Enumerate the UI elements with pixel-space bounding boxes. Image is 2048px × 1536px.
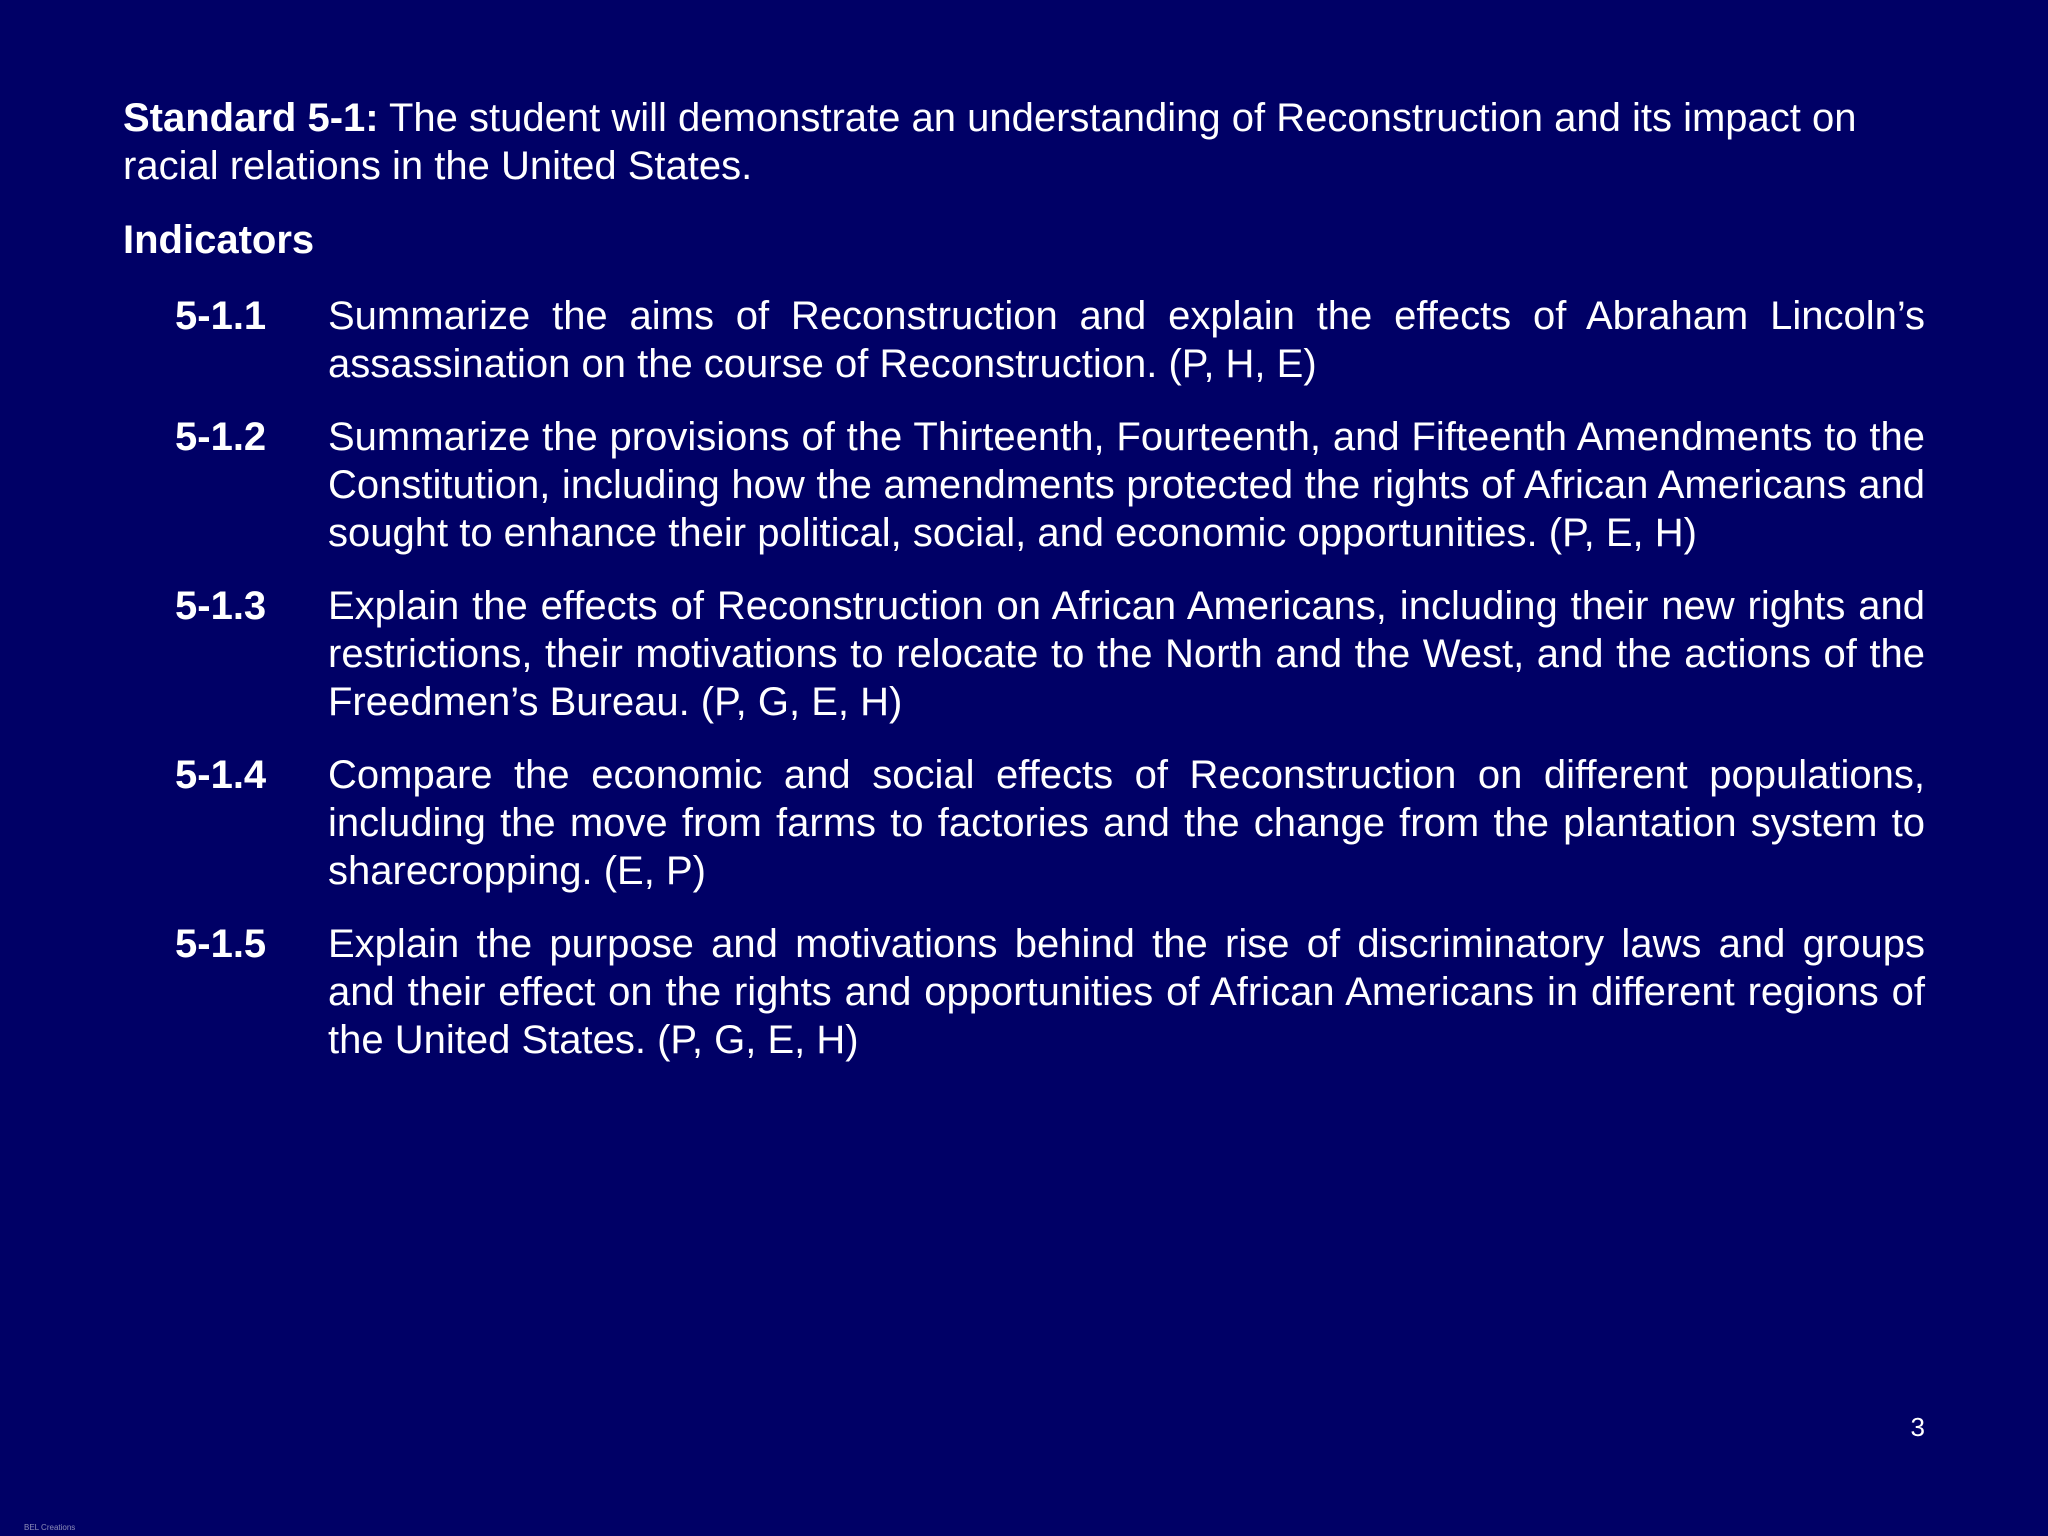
indicator-item [175,751,1925,895]
indicator-code: 5-1.5 [175,922,267,966]
indicator-code: 5-1.4 [175,753,267,797]
indicator-code: 5-1.2 [175,415,267,459]
indicator-item [175,292,1925,388]
standard-label: Standard 5-1: [123,96,379,140]
indicator-item [175,920,1925,1064]
indicators-heading: Indicators [123,218,315,262]
indicator-code: 5-1.3 [175,584,267,628]
indicator-list [175,292,1925,1089]
watermark: BEL Creations [24,1523,76,1532]
page-number: 3 [1910,1412,1925,1442]
indicator-text: Summarize the aims of Reconstruction and explain the effects of Abraham Lincoln’s assassination on the course of Reconstruction. (P, H, E) [328,294,1925,386]
indicator-item [175,413,1925,557]
standard-statement [123,94,1923,190]
indicator-code: 5-1.1 [175,294,267,338]
indicator-text: Summarize the provisions of the Thirteenth, Fourteenth, and Fifteenth Amendments to the Constitution, including how the amendments protected the rights of African Americans and sought to enhance their political, social, and economic opportunities. (P, E, H) [328,415,1925,555]
standard-text: The student will demonstrate an understanding of Reconstruction and its impact on racial relations in the United States. [123,96,1857,188]
indicator-text: Compare the economic and social effects of Reconstruction on different populations, including the move from farms to factories and the change from the plantation system to sharecropping. (E, P) [328,753,1925,893]
indicator-text: Explain the purpose and motivations behind the rise of discriminatory laws and groups and their effect on the rights and opportunities of African Americans in different regions of the United States. (P, G, E, H) [328,922,1925,1062]
indicator-item [175,582,1925,726]
indicator-text: Explain the effects of Reconstruction on African Americans, including their new rights and restrictions, their motivations to relocate to the North and the West, and the actions of the Freedmen’s Bureau. (P, G, E, H) [328,584,1925,724]
